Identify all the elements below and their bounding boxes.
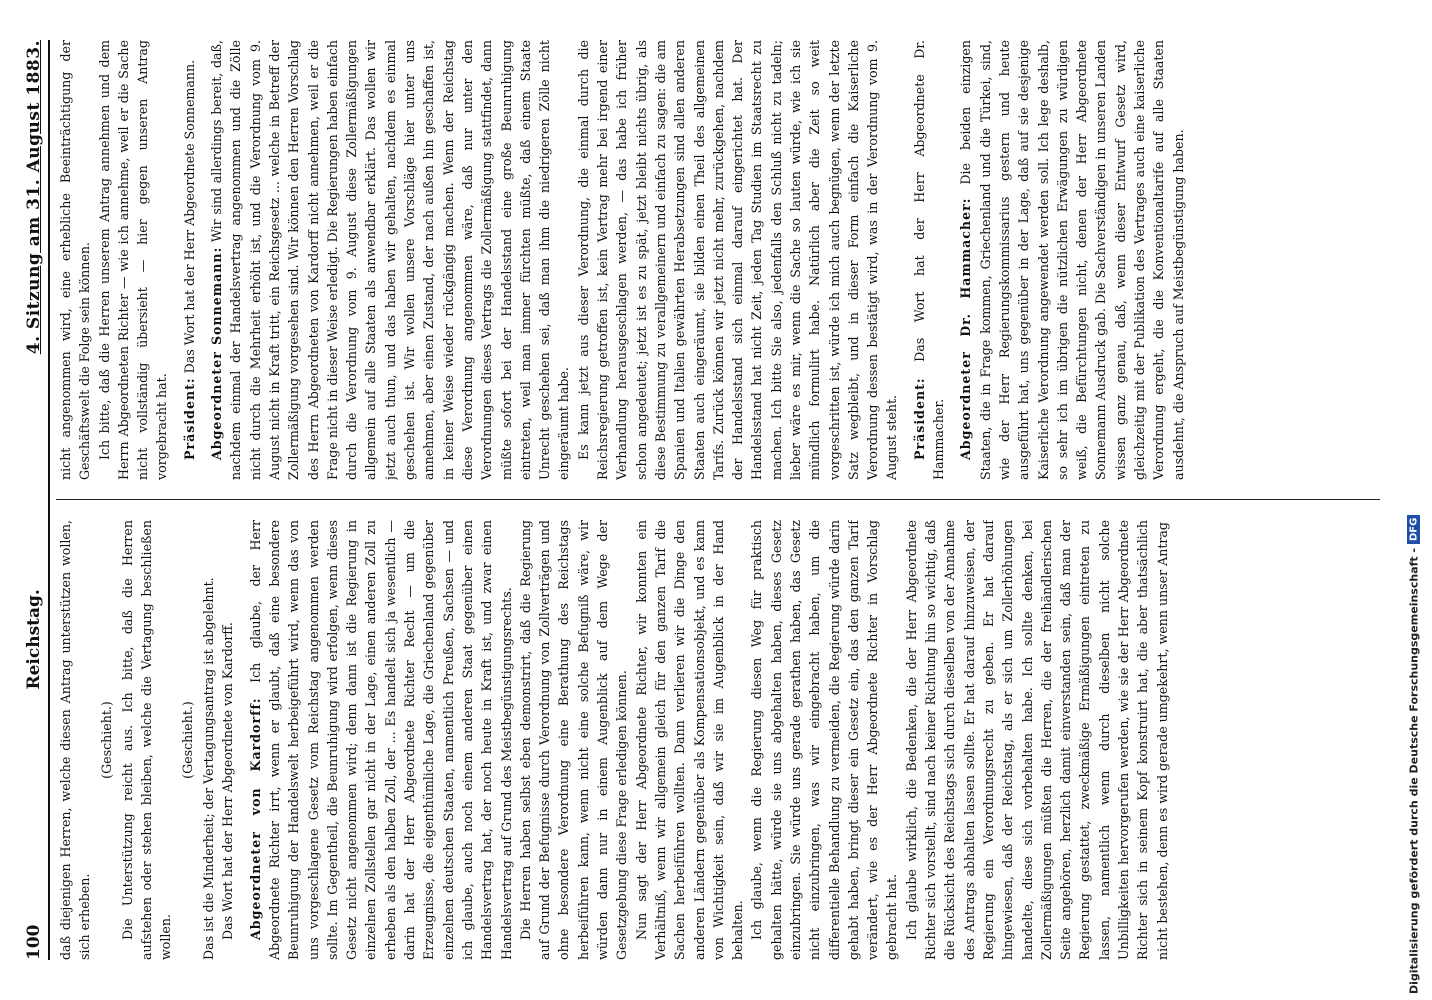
digitization-footer bbox=[1402, 6, 1426, 994]
body-paragraph: Es kann jetzt aus dieser Verordnung, die einmal durch die Reichsregierung getroffen ist, kein Vertrag mehr bei irgend einer Verhandlung herausgeschlagen werden, — das habe ich früher schon angedeutet; jetzt ist es zu spät, jetzt bleibt nichts übrig, als diese Bestimmung zu verallgemeinern und einfach zu sagen: die am Spanien und Italien gewährten Herabsetzungen sind allen anderen Staaten auch eingeräumt, sie bilden einen Theil des allgemeinen Tarifs. Zurück können wir jetzt nicht mehr, zurückgehen, nachdem der Handelsstand sich einmal darauf eingerichtet hat. Der Handelsstand hat nicht Zeit, jeden Tag Studien im Staatsrecht zu machen. Ich bitte Sie also, jedenfalls den Schluß nicht zu tadeln; lieber wäre es mir, wenn die Sache so lauten würde, wie ich sie mündlich formulirt habe. Natürlich aber die Zeit so weit vorgeschritten ist, würde ich mich auch begnügen, wenn der letzte Satz wegbleibt, und in dieser Form einfach die Kaiserliche Verordnung dessen bestätigt wird, was in der Verordnung vom 9. August steht. bbox=[575, 40, 900, 480]
body-paragraph: Das ist die Minderheit; der Vertagungsantrag ist abgelehnt. bbox=[201, 577, 217, 960]
speaker-name: Abgeordneter von Kardorff: bbox=[247, 697, 263, 940]
page-number: 100 bbox=[24, 924, 44, 960]
paragraph-spacer bbox=[199, 40, 207, 480]
session-title: 4. Sitzung am 31. August 1883. bbox=[24, 40, 44, 355]
speech-paragraph bbox=[910, 40, 949, 480]
speaker-name: Abgeordneter Sonnemann: bbox=[209, 246, 225, 460]
body-paragraph: Ich bitte, daß die Herren unserem Antrag annehmen und dem Herrn Abgeordneten Richter — wie ich annehme, weil er die Sache nicht vollständig übersieht — hier gegen unseren Antrag vorgebracht hat. bbox=[96, 40, 170, 480]
footer-text: Digitalisierung gefördert durch die Deutsche Forschungsgemeinschaft - bbox=[1407, 547, 1421, 994]
speech-text: Die beiden einzigen Staaten, die in Frage kommen, Griechenland und die Türkei, sind, wie der Herr Regierungskommissarius gestern und heute ausgeführt hat, uns gegenüber in der Lage, daß auf sie desjenige Kaiserliche Verordnung angewendet werden soll. Ich lege deshalb, so sehr ich im übrigen die nützlichen Erwägungen zu würdigen weiß, die Befürchtungen nicht, denen der Herr Abgeordnete Sonnemann Ausdruck gab. Die Sachverständigen in unseren Landen wissen ganz genau, daß, wenn dieser Entwurf Gesetz wird, gleichzeitig mit der Publikation des Vertrages auch eine kaiserliche Verordnung ergeht, die die Konventionaltarife auf alle Staaten ausdehnt, die Anspruch auf Meistbegünstigung haben. bbox=[958, 40, 1186, 480]
speaker-name: Abgeordneter Dr. Hammacher: bbox=[958, 197, 974, 460]
speech-paragraph bbox=[180, 40, 199, 480]
speech-paragraph bbox=[246, 520, 516, 960]
speaker-name: Präsident: bbox=[181, 377, 197, 460]
left-text-column bbox=[56, 520, 1380, 960]
body-paragraph: Ich glaube, wenn die Regierung diesen Weg für praktisch gehalten hätte, würde sie uns abgehalten haben, dieses Gesetz einzubringen. Sie würde uns gerade gerathen haben, das Gesetz nicht einzubringen, was wir eingebracht haben, um die differentielle Behandlung zu vermeiden, die Regierung würde darin gehabt haben, bringt dieser ein Gesetz ein, das den ganzen Tarif verändert, wie es der Herr Abgeordnete Richter in Vorschlag gebracht hat. bbox=[749, 520, 900, 960]
paragraph-spacer bbox=[902, 40, 910, 480]
speech-text: Das Wort hat der Herr Abgeordnete Sonnemann. bbox=[181, 59, 197, 374]
right-text-column bbox=[56, 40, 1380, 480]
body-paragraph: nicht angenommen wird, eine erhebliche Beeinträchtigung der Geschäftswelt die Folge sein können. bbox=[58, 40, 93, 480]
dfg-badge: DFG bbox=[1408, 515, 1421, 544]
paragraph-spacer bbox=[238, 520, 246, 960]
column-divider bbox=[56, 499, 1380, 500]
body-paragraph: Die Unterstützung reicht aus. Ich bitte, daß die Herren aufstehen oder stehen bleiben, welche die Vertagung beschließen wollen. bbox=[119, 520, 174, 960]
body-paragraph: Ich glaube wirklich, die Bedenken, die der Herr Abgeordnete Richter sich vorstellt, sind nach keiner Richtung hin so wichtig, daß die Rücksicht des Reichstags sich durch dieselben von der Annahme des Antrags abhalten lassen sollte. Er hat darauf hinzuweisen, der Regierung ein Verordnungsrecht zu geben. Er hat darauf hingewiesen, daß der Reichstag, als er sich um Zollerhöhungen handelte, diese sich vorbehalten habe. Ich sollte denken, bei Zollermäßigungen müßten die Herren, die der freihändlerischen Seite angehören, herzlich damit einverstanden sein, daß man der Regierung gestattet, zweckmäßige Ermäßigungen eintreten zu lassen, namentlich wenn durch dieselben nicht solche Unbilligkeiten hervorgerufen werden, wie sie der Herr Abgeordnete Richter sich in seinem Kopf konstruirt hat, die aber thatsächlich nicht bestehen, denn es wird gerade umgekehrt, wenn unser Antrag bbox=[903, 520, 1170, 960]
speaker-name: Präsident: bbox=[911, 377, 927, 460]
paragraph-spacer bbox=[948, 40, 956, 480]
speech-text: Ich glaube, der Herr Abgeordnete Richter irrt, wenn er glaubt, daß eine besondere Beunruhigung der Handelswelt herbeigeführt wird, wenn das von uns vorgeschlagene Gesetz vom Reichstag angenommen werden sollte. Im Gegentheil, die Beunruhigung wird erfolgen, wenn dieses Gesetz nicht angenommen wird; denn dann ist die Regierung in einzelnen Zollstellen gar nicht in der Lage, einen anderen Zoll zu erheben als den halben Zoll, der ... Es handelt sich ja wesentlich — darin hat der Herr Abgeordnete Richter Recht — um die Erzeugnisse, die eigenthümliche Lage, die Griechenland gegenüber einzelnen deutschen Staaten, namentlich Preußen, Sachsen — und ich glaube, auch noch einem anderen Staat gegenüber einen Handelsvertrag hat, der noch heute in Kraft ist, und zwar einen Handelsvertrag auf Grund des Meistbegünstigungsrechts. bbox=[247, 520, 514, 960]
speech-text: Das Wort hat der Herr Abgeordnete Dr. Hammacher. bbox=[911, 40, 947, 480]
header-rule bbox=[48, 40, 50, 960]
body-paragraph: Nun sagt der Herr Abgeordnete Richter, wir konnten ein Verhältniß, wenn wir allgemein gleich für den ganzen Tarif die Sachen herbeiführen wollten. Dann verlieren wir die Dinge den anderen Ländern gegenüber als Kompensationsobjekt, und es kann von Wichtigkeit sein, daß wir sie im Augenblick in der Hand behalten. bbox=[633, 520, 746, 960]
header-title: Reichstag. bbox=[24, 589, 44, 690]
body-paragraph: Das Wort hat der Herr Abgeordnete von Kardorff. bbox=[220, 622, 236, 940]
stage-direction: (Geschieht.) bbox=[179, 701, 195, 779]
speech-paragraph bbox=[207, 40, 574, 480]
stage-direction: (Geschieht.) bbox=[98, 701, 114, 779]
page-header bbox=[10, 40, 44, 960]
body-paragraph: Die Herren haben selbst eben demonstrirt, daß die Regierung auf Grund der Befugnisse durch Verordnung von Zollverträgen und ohne besondere Verordnung eine Berathung des Reichstags herbeiführen kann, wenn nicht eine solche Befugniß wäre, wir würden dann nur in einem Augenblick auf dem Wege der Gesetzgebung diese Frage erledigen können. bbox=[517, 520, 630, 960]
speech-text: Wir sind allerdings bereit, daß, nachdem einmal der Handelsvertrag angenommen und die Zölle nicht durch die Mehrheit erhöht ist, und die Verordnung vom 9. August nicht in Kraft tritt, ein Reichsgesetz ... welche in Betreff der Zollermäßigung vorgesehen sind. Wir können den Herren Vorschlag des Herrn Abgeordneten von Kardorff nicht annehmen, weil er die Frage nicht in dieser Weise erledigt. Die Regierungen haben einfach durch die Verordnung vom 9. August diese Zollermäßigungen allgemein auf alle Staaten als anwendbar erklärt. Das wollen wir jetzt auch thun, und das haben wir gehalten, nachdem es einmal geschehen ist. Wir wollen unsere Vorschläge hier unter uns annehmen, aber einen Zustand, der nach außen hin geschaffen ist, in keiner Weise wieder rückgängig machen. Wenn der Reichstag diese Verordnung angenommen wäre, daß nur unter den Verordnungen dieses Vertrags die Zollermäßigung stattfindet, dann müßte sofort bei der Handelsstand eine große Beunruhigung eintreten, weil man immer fürchten müßte, daß einem Staate Unrecht geschehen sei, daß man ihm die niedrigeren Zölle nicht eingeräumt habe. bbox=[209, 40, 572, 480]
paragraph-spacer bbox=[172, 40, 180, 480]
body-paragraph: daß diejenigen Herren, welche diesen Antrag unterstützen wollen, sich erheben. bbox=[58, 520, 93, 960]
speech-paragraph bbox=[956, 40, 1188, 480]
